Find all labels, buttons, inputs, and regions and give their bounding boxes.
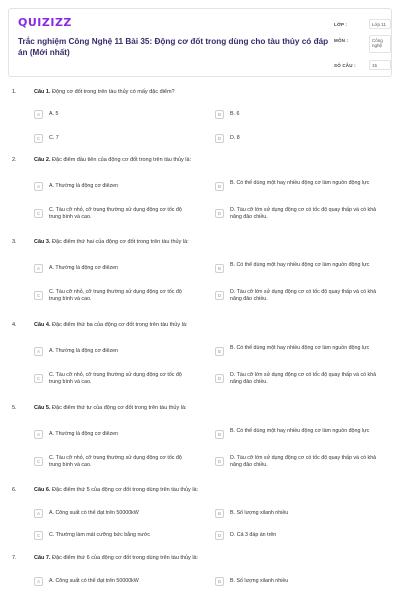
question-label: Câu 5. <box>34 405 51 411</box>
question-label: Câu 7. <box>34 555 51 561</box>
option-letter-box: B <box>215 347 224 356</box>
option-letter-box: A <box>34 509 43 518</box>
option-c[interactable] <box>34 209 184 223</box>
question-number: 1. <box>12 89 17 95</box>
question-text <box>34 487 384 493</box>
question-number: 4. <box>12 322 17 328</box>
option-text: D. Tàu cỡ lớn sử dụng động cơ có tốc độ quay thấp và có khả năng đảo chiều. <box>230 372 377 385</box>
option-text: A. Thường là động cơ điêzen <box>49 348 118 354</box>
option-letter-box: C <box>34 457 43 466</box>
option-a[interactable] <box>34 577 184 591</box>
option-letter-box: C <box>34 531 43 540</box>
option-letter-box: D <box>215 209 224 218</box>
option-letter-box: D <box>215 291 224 300</box>
option-text: B. Có thể dùng một hay nhiều động cơ làm nguồn động lực <box>230 345 370 351</box>
option-b[interactable] <box>215 264 387 278</box>
option-letter-box: A <box>34 182 43 191</box>
quizizz-logo[interactable]: QUIZIZZ <box>18 16 72 29</box>
option-a[interactable] <box>34 264 184 278</box>
option-letter-box: C <box>34 291 43 300</box>
option-letter-box: B <box>215 577 224 586</box>
question-body: Động cơ đốt trong trên tàu thủy có mấy đặc điểm? <box>52 89 175 95</box>
option-b[interactable] <box>215 347 387 361</box>
question-body: Đặc điểm thứ tư của động cơ đốt trong trên tàu thủy là: <box>52 405 187 411</box>
option-text: A. Thường là động cơ điêzen <box>49 265 118 271</box>
option-text: C. Thường làm mát cưỡng bức bằng nước <box>49 532 151 538</box>
option-text: C. Tàu cỡ nhỏ, cỡ trung thường sử dụng động cơ tốc độ trung bình và cao. <box>49 372 182 385</box>
worksheet-header <box>8 8 392 77</box>
option-c[interactable] <box>34 531 184 545</box>
option-text: D. 8 <box>230 135 240 141</box>
question-body: Đặc điểm thứ 6 của động cơ đốt trong dùng trên tàu thủy là: <box>52 555 199 561</box>
option-text: B. Có thể dùng một hay nhiều động cơ làm nguồn động lực <box>230 262 370 268</box>
option-text: B. 6 <box>230 111 240 117</box>
meta-subject-value: Công nghệ <box>369 35 391 53</box>
question-body: Đặc điểm thứ hai của động cơ đốt trong trên tàu thủy là: <box>52 239 189 245</box>
option-letter-box: A <box>34 430 43 439</box>
option-text: A. Thường là động cơ điêzen <box>49 431 118 437</box>
question-label: Câu 2. <box>34 157 51 163</box>
question-text <box>34 239 384 245</box>
question-number: 3. <box>12 239 17 245</box>
option-letter-box: D <box>215 531 224 540</box>
option-text: D. Tàu cỡ lớn sử dụng động cơ có tốc độ quay thấp và có khả năng đảo chiều. <box>230 289 377 302</box>
option-b[interactable] <box>215 577 387 591</box>
question-text <box>34 405 384 411</box>
option-letter-box: C <box>34 209 43 218</box>
option-text: A. Thường là động cơ điêzen <box>49 183 118 189</box>
question-text <box>34 157 384 163</box>
question-label: Câu 4. <box>34 322 51 328</box>
option-letter-box: B <box>215 509 224 518</box>
question-label: Câu 3. <box>34 239 51 245</box>
option-c[interactable] <box>34 374 184 388</box>
option-text: A. Công suất có thể đạt trên 50000kW <box>49 510 139 516</box>
option-text: A. Công suất có thể đạt trên 50000kW <box>49 578 139 584</box>
option-a[interactable] <box>34 347 184 361</box>
option-letter-box: D <box>215 457 224 466</box>
option-text: C. Tàu cỡ nhỏ, cỡ trung thường sử dụng động cơ tốc độ trung bình và cao. <box>49 207 182 220</box>
question-body: Đặc điểm thứ ba của động cơ đốt trong trên tàu thủy là: <box>52 322 188 328</box>
option-text: C. Tàu cỡ nhỏ, cỡ trung thường sử dụng động cơ tốc độ trung bình và cao. <box>49 455 182 468</box>
question-body: Đặc điểm thứ 5 của động cơ đốt trong dùng trên tàu thủy là: <box>52 487 199 493</box>
option-letter-box: B <box>215 430 224 439</box>
question-text <box>34 555 384 561</box>
question-text <box>34 322 384 328</box>
option-letter-box: A <box>34 110 43 119</box>
option-text: B. Có thể dùng một hay nhiều động cơ làm nguồn động lực <box>230 180 370 186</box>
meta-grade-label: LỚP : <box>334 22 348 27</box>
question-body: Đặc điểm đầu tiên của động cơ đốt trong trên tàu thủy là: <box>52 157 192 163</box>
option-text: A. 5 <box>49 111 59 117</box>
option-text: D. Tàu cỡ lớn sử dụng động cơ có tốc độ quay thấp và có khả năng đảo chiều. <box>230 455 377 468</box>
worksheet-title: Trắc nghiệm Công Nghệ 11 Bài 35: Động cơ đốt trong dùng cho tàu thủy có đáp án (Mới nhất) <box>18 37 329 57</box>
option-letter-box: A <box>34 264 43 273</box>
option-a[interactable] <box>34 182 184 196</box>
option-text: B. Số lượng xilanh nhiều <box>230 510 289 516</box>
option-text: B. Có thể dùng một hay nhiều động cơ làm nguồn động lực <box>230 428 370 434</box>
question-number: 5. <box>12 405 17 411</box>
meta-count-value: 15 <box>369 60 391 70</box>
option-text: D. Cả 3 đáp án trên <box>230 532 277 538</box>
option-letter-box: B <box>215 264 224 273</box>
question-number: 7. <box>12 555 17 561</box>
option-letter-box: A <box>34 577 43 586</box>
option-text: C. Tàu cỡ nhỏ, cỡ trung thường sử dụng động cơ tốc độ trung bình và cao. <box>49 289 182 302</box>
option-letter-box: C <box>34 374 43 383</box>
option-d[interactable] <box>215 291 387 305</box>
option-letter-box: B <box>215 110 224 119</box>
option-b[interactable] <box>215 430 387 444</box>
question-text <box>34 89 384 95</box>
question-label: Câu 6. <box>34 487 51 493</box>
option-d[interactable] <box>215 374 387 388</box>
option-d[interactable] <box>215 209 387 223</box>
question-label: Câu 1. <box>34 89 51 95</box>
option-d[interactable] <box>215 457 387 471</box>
meta-subject <box>334 38 390 58</box>
question-number: 6. <box>12 487 17 493</box>
option-letter-box: D <box>215 134 224 143</box>
meta-subject-label: MÔN : <box>334 38 349 43</box>
option-b[interactable] <box>215 110 387 124</box>
option-letter-box: C <box>34 134 43 143</box>
option-text: D. Tàu cỡ lớn sử dụng động cơ có tốc độ quay thấp và có khả năng đảo chiều. <box>230 207 377 220</box>
meta-count-label: SỐ CÂU : <box>334 63 356 68</box>
option-letter-box: A <box>34 347 43 356</box>
meta-grade-value: Lớp 11 <box>369 19 391 29</box>
option-d[interactable] <box>215 134 387 148</box>
option-b[interactable] <box>215 182 387 196</box>
option-c[interactable] <box>34 134 184 148</box>
option-c[interactable] <box>34 291 184 305</box>
option-text: B. Số lượng xilanh nhiều <box>230 578 289 584</box>
meta-count <box>334 63 390 74</box>
option-d[interactable] <box>215 531 387 545</box>
option-a[interactable] <box>34 110 184 124</box>
option-b[interactable] <box>215 509 387 523</box>
option-letter-box: D <box>215 374 224 383</box>
option-text: C. 7 <box>49 135 59 141</box>
option-a[interactable] <box>34 430 184 444</box>
question-number: 2. <box>12 157 17 163</box>
option-letter-box: B <box>215 182 224 191</box>
worksheet-meta <box>334 22 390 79</box>
meta-grade <box>334 22 390 33</box>
option-a[interactable] <box>34 509 184 523</box>
option-c[interactable] <box>34 457 184 471</box>
